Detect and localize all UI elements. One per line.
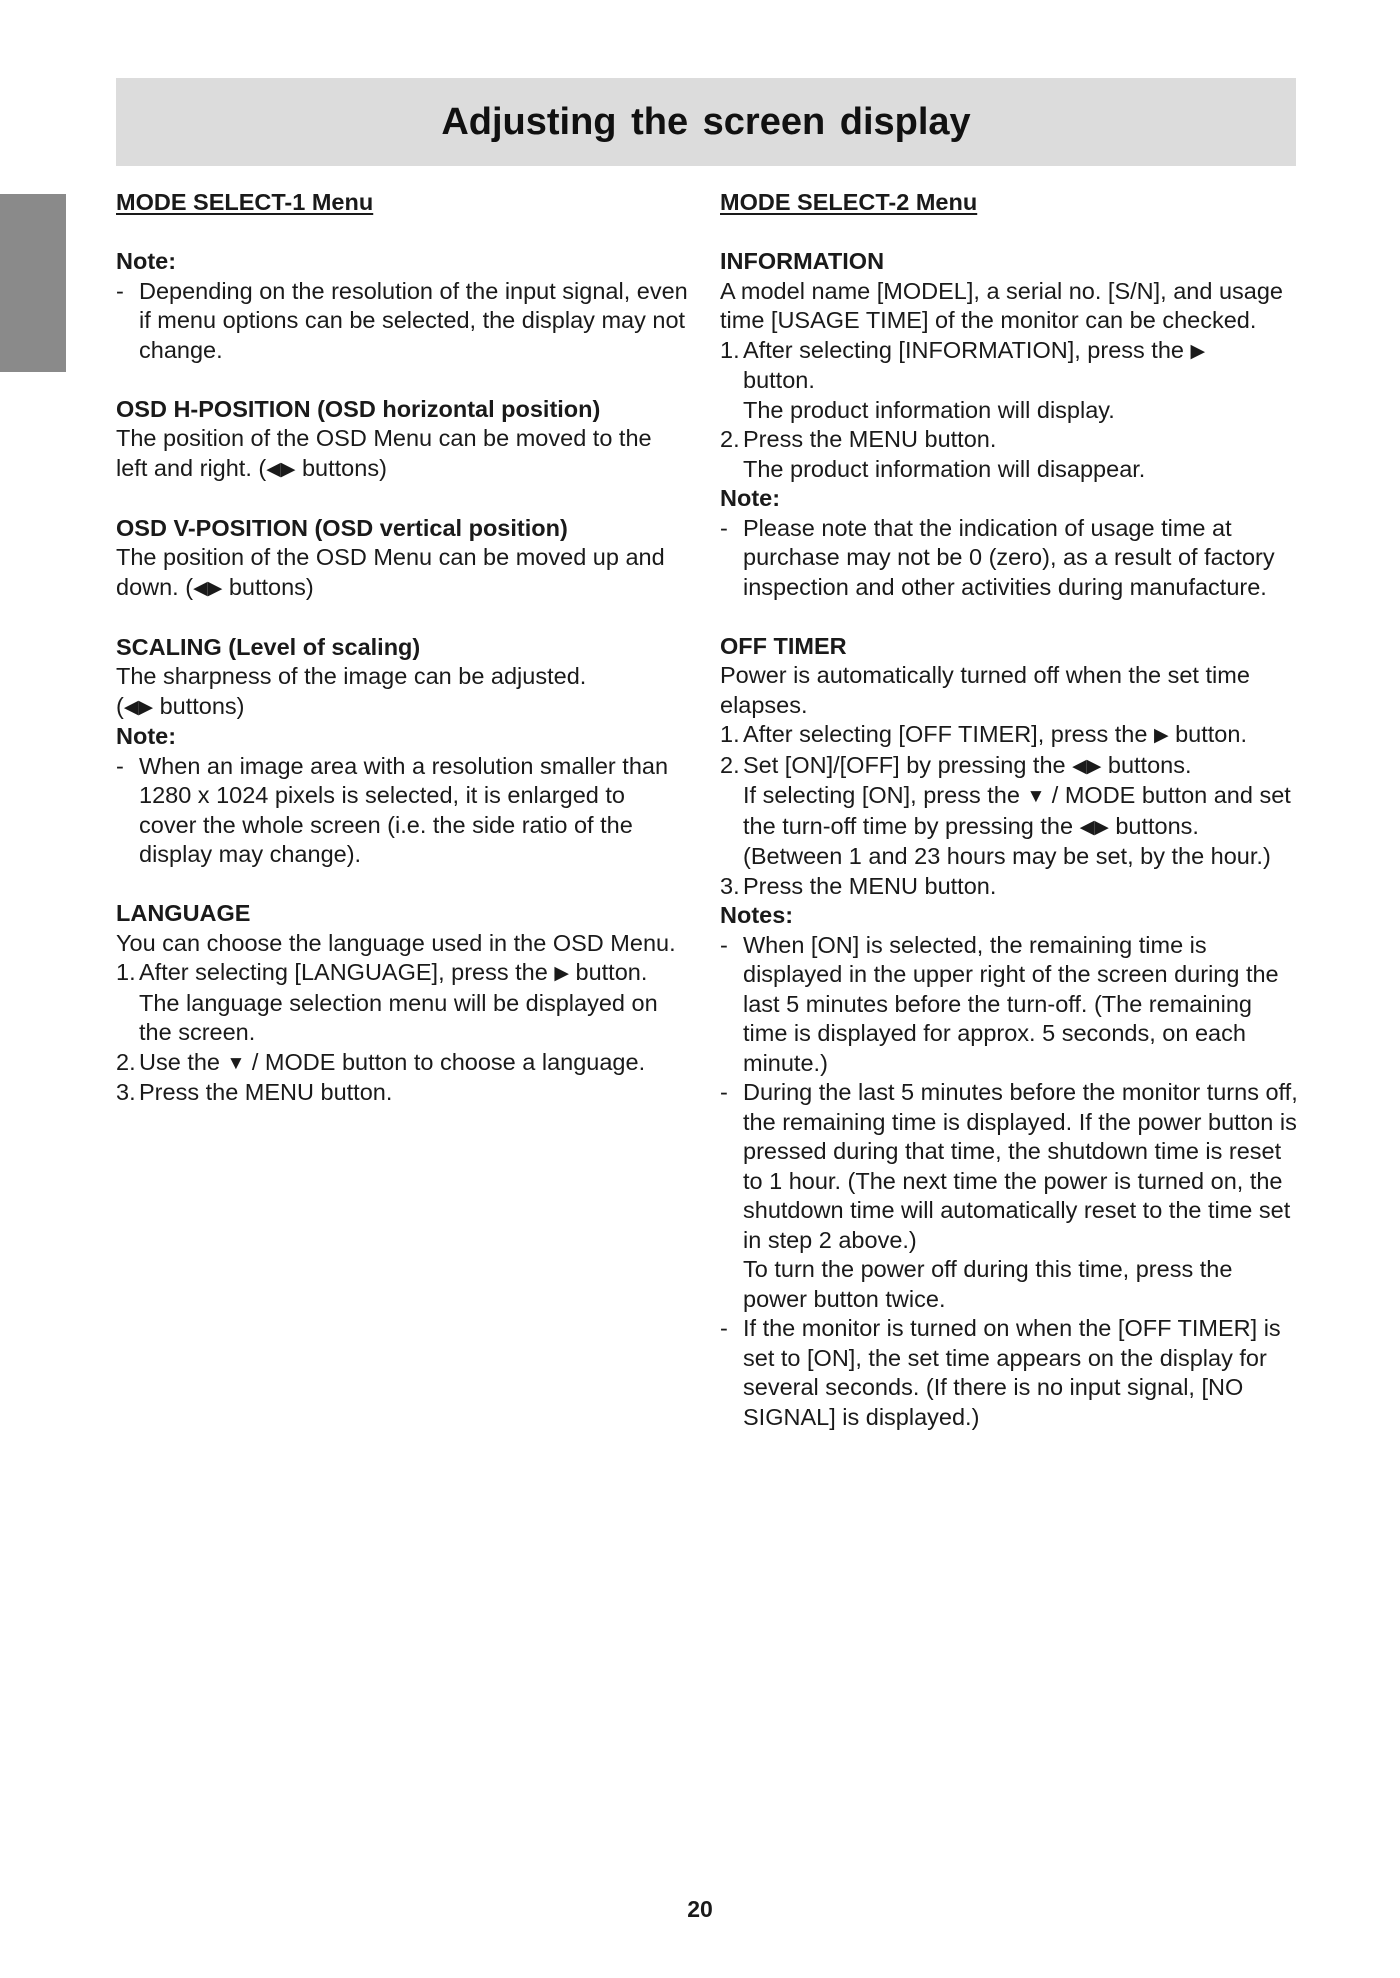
osd-v-position-text: The position of the OSD Menu can be moved up and down. (◀▶ buttons): [116, 544, 665, 600]
off-timer-note-3: - If the monitor is turned on when the [OFF TIMER] is set to [ON], the set time appears on the display for several seconds. (If there is no input signal, [NO SIGNAL] is displayed.): [720, 1314, 1302, 1432]
information-note-item: - Please note that the indication of usage time at purchase may not be 0 (zero), as a result of factory inspection and other activities during manufacture.: [720, 514, 1302, 603]
off-timer-heading: OFF TIMER: [720, 632, 847, 659]
note-label: Note:: [116, 248, 177, 274]
osd-h-position-heading: OSD H-POSITION (OSD horizontal position): [116, 395, 601, 422]
down-arrow-icon: ▼: [226, 1052, 246, 1074]
language-step-3: 3. Press the MENU button.: [116, 1079, 393, 1105]
off-timer-step-3: 3. Press the MENU button.: [720, 872, 997, 899]
off-timer-text: Power is automatically turned off when the set time elapses.: [720, 662, 1250, 718]
off-timer-note-2-detail: To turn the power off during this time, press the power button twice.: [743, 1256, 1233, 1312]
language-text: You can choose the language used in the OSD Menu.: [116, 929, 676, 956]
information-step-1-detail: The product information will display.: [743, 396, 1115, 423]
dash-marker: -: [720, 1315, 728, 1341]
scaling-buttons: (◀▶ buttons): [116, 692, 245, 719]
information-note-label: Note:: [720, 485, 781, 511]
mode-select-1-title: MODE SELECT-1 Menu: [116, 189, 374, 215]
osd-h-position-text: The position of the OSD Menu can be moved to the left and right. (◀▶ buttons): [116, 425, 652, 481]
scaling-note-item: - When an image area with a resolution smaller than 1280 x 1024 pixels is selected, it is enlarged to cover the whole screen (i.e. the side ratio of the display may change).: [116, 752, 688, 870]
page-title: Adjusting the screen display: [441, 100, 971, 143]
right-arrow-icon: ▶: [1153, 725, 1169, 746]
language-heading: LANGUAGE: [116, 900, 251, 926]
information-heading: INFORMATION: [720, 248, 885, 274]
right-arrow-icon: ▶: [1190, 340, 1206, 362]
osd-v-position-heading: OSD V-POSITION (OSD vertical position): [116, 514, 568, 541]
left-right-arrow-icon: ◀▶: [123, 696, 154, 718]
off-timer-step-1: 1. After selecting [OFF TIMER], press the ▶ button.: [720, 721, 1247, 747]
side-tab-marker: [0, 194, 66, 372]
left-right-arrow-icon: ◀▶: [1072, 755, 1102, 777]
information-step-1: 1. After selecting [INFORMATION], press the ▶ button.: [720, 336, 1206, 393]
off-timer-step-2-detail: If selecting [ON], press the ▼ / MODE button and set the turn-off time by pressing the ◀▶ buttons. (Between 1 and 23 hours may be set, by the hour.): [743, 782, 1291, 869]
off-timer-note-1: - When [ON] is selected, the remaining time is displayed in the upper right of the screen during the last 5 minutes before the turn-off. (The remaining time is displayed for approx. 5 seconds, on each minute.): [720, 931, 1302, 1079]
right-arrow-icon: ▶: [554, 963, 569, 984]
off-timer-step-2: 2. Set [ON]/[OFF] by pressing the ◀▶ buttons.: [720, 751, 1192, 778]
dash-marker: -: [720, 1079, 728, 1105]
mode-select-2-title: MODE SELECT-2 Menu: [720, 189, 978, 215]
off-timer-note-2: - During the last 5 minutes before the monitor turns off, the remaining time is displayed. If the power button is pressed during that time, the shutdown time is reset to 1 hour. (The next time the power is turned on, the shutdown time will automatically reset to the time set in step 2 above.): [720, 1078, 1302, 1255]
scaling-heading: SCALING (Level of scaling): [116, 633, 421, 660]
left-right-arrow-icon: ◀▶: [193, 577, 223, 599]
scaling-note-label: Note:: [116, 723, 177, 749]
language-step-1: 1. After selecting [LANGUAGE], press the ▶ button.: [116, 959, 648, 985]
left-right-arrow-icon: ◀▶: [266, 458, 296, 480]
dash-marker: -: [116, 752, 124, 779]
dash-marker: -: [116, 277, 124, 304]
language-step-1-detail: The language selection menu will be displayed on the screen.: [139, 989, 658, 1045]
information-step-2-detail: The product information will disappear.: [743, 455, 1146, 482]
information-text: A model name [MODEL], a serial no. [S/N], and usage time [USAGE TIME] of the monitor can be checked.: [720, 277, 1283, 333]
left-column: [116, 188, 688, 1108]
title-banner: [116, 78, 1296, 166]
right-column: [720, 188, 1302, 1432]
note-item: - Depending on the resolution of the input signal, even if menu options can be selected, the display may not change.: [116, 277, 688, 366]
dash-marker: -: [720, 931, 728, 958]
page-number: 20: [687, 1896, 713, 1922]
scaling-text: The sharpness of the image can be adjusted.: [116, 663, 587, 689]
down-arrow-icon: ▼: [1026, 786, 1046, 807]
information-step-2: 2. Press the MENU button.: [720, 426, 997, 452]
dash-marker: -: [720, 514, 728, 541]
left-right-arrow-icon: ◀▶: [1079, 816, 1109, 838]
off-timer-notes-label: Notes:: [720, 902, 794, 928]
language-step-2: 2. Use the ▼ / MODE button to choose a language.: [116, 1048, 646, 1075]
